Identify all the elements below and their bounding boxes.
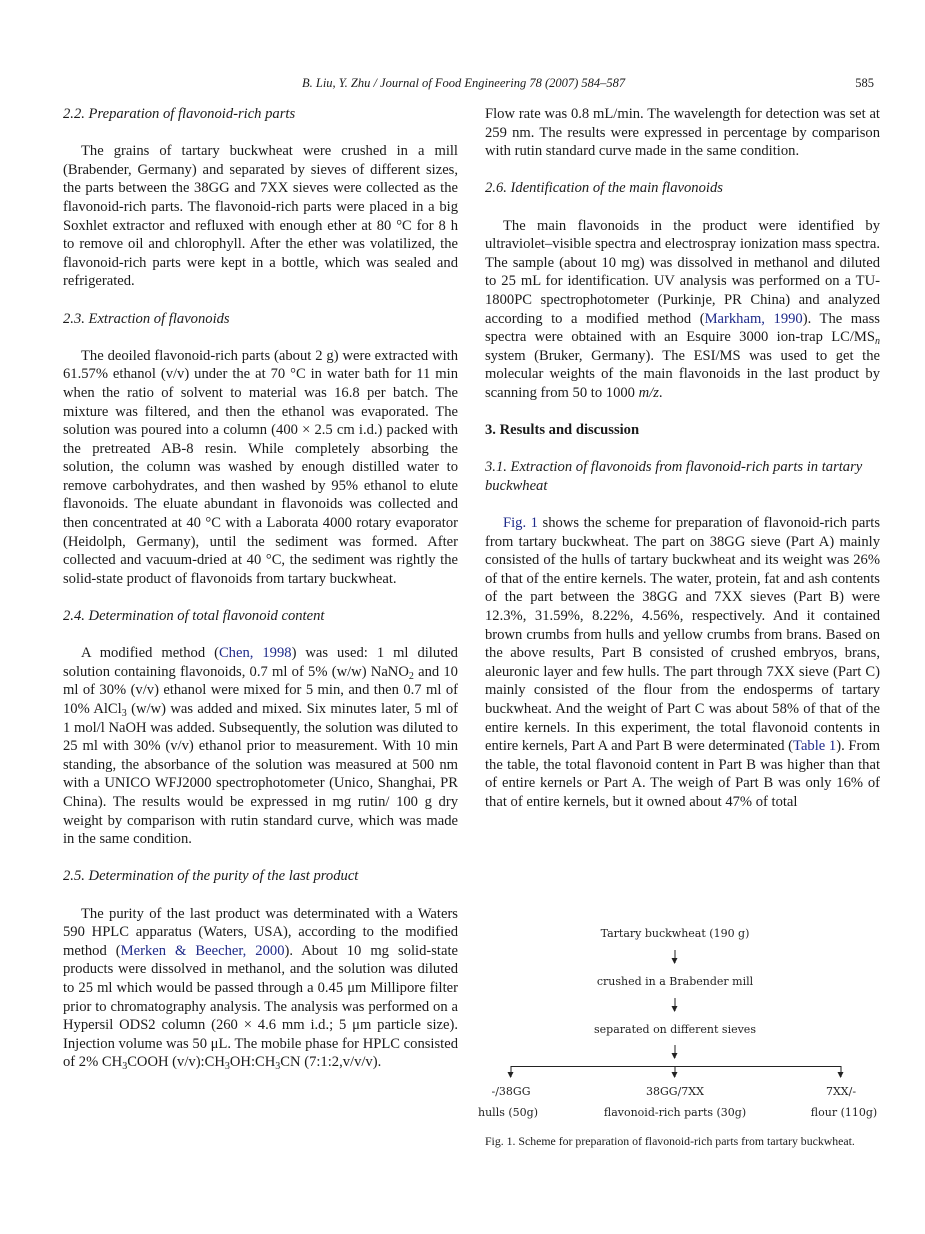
section-2-3-body: The deoiled flavonoid-rich parts (about 2 g) were extracted with 61.57% ethanol (v/v) under the at 70 °C in water bath for 11 min when the ratio of solvent to material was 16.8 per batch. The mixture was filtered, and then the ethanol was evaporated. The solution was poured into a column (400 × 2.5 cm i.d.) packed with the pretreated AB-8 resin. While completely absorbing the solution, the column was washed by enough distilled water to remove carbohydrates, and then washed by 95% ethanol to elute flavonoids. The eluate abundant in flavonoids was collected and then concentrated at 40 °C with a Laborata 4000 rotary evaporator (Heidolph, Germany), until the sediment was formed. After collected and vacuum-dried at 40 °C, the sediment was rightly the solid-state product of flavonoids from tartary buckwheat. [63, 347, 458, 587]
section-3-1-body [485, 514, 880, 812]
section-2-5-body [63, 905, 458, 1072]
page-number: 585 [855, 76, 874, 90]
section-2-6-body [485, 217, 880, 403]
reference-link-markham-1990[interactable]: Markham, 1990 [704, 310, 803, 327]
subscript: 3 [122, 1061, 128, 1073]
text-run: COOH (v/v):CH [127, 1054, 225, 1071]
text-run: A modified method ( [81, 645, 219, 662]
text-run: (w/w) was added and mixed. Six minutes later, 5 ml of 1 mol/l NaOH was added. Subsequently, the solution was diluted to 25 ml with 30% (v/v) ethanol prior to measurement. With 10 min standing, the absorbance of the solution was measured at 500 nm with a UNICO WFJ2000 spectrophotometer (Unico, Shanghai, PR China). The results would be expressed in mg rutin/ 100 g dry weight by comparison with rutin standard curve, which was made in the same condition. [63, 701, 459, 848]
running-title: B. Liu, Y. Zhu / Journal of Food Engineering 78 (2007) 584–587 [302, 76, 626, 90]
section-2-2-body: The grains of tartary buckwheat were crushed in a mill (Brabender, Germany) and separated by sieves of different sizes, the parts between the 38GG and 7XX sieves were collected as the flavonoid-rich parts. The flavonoid-rich parts were placed in a big Soxhlet extractor and refluxed with enough ether at 80 °C for 8 h to remove oil and chlorophyll. After the ether was volatilized, the flavonoid-rich parts were kept in a bottle, which was sealed and refrigerated. [63, 143, 458, 290]
section-2-3-title: 2.3. Extraction of flavonoids [63, 310, 230, 327]
text-run: CN (7:1:2,v/v/v). [280, 1054, 382, 1071]
table-link-table-1[interactable]: Table 1 [793, 738, 837, 755]
arrow-down-icon [675, 998, 676, 1011]
figure-1-caption: Fig. 1. Scheme for preparation of flavonoid-rich parts from tartary buckwheat. [485, 1134, 855, 1148]
section-2-2-title: 2.2. Preparation of flavonoid-rich parts [63, 106, 296, 122]
section-2-4-title: 2.4. Determination of total flavonoid content [63, 608, 325, 625]
section-3-1-title: 3.1. Extraction of flavonoids from flavonoid-rich parts in tartary buckwheat [485, 459, 863, 494]
section-2-6-title: 2.6. Identification of the main flavonoids [485, 180, 723, 197]
section-2-5-title: 2.5. Determination of the purity of the last product [63, 868, 359, 885]
text-run: . [658, 384, 663, 401]
arrow-down-icon [675, 1066, 676, 1077]
flow-output-hulls-sieve: -/38GG [491, 1085, 531, 1098]
subscript: n [875, 336, 880, 348]
right-column [485, 105, 880, 812]
text-run: The purity of the last product was determinated with a Waters 590 HPLC apparatus (Waters, USA), according to the modified method ( [63, 905, 458, 959]
arrow-down-icon [675, 950, 676, 963]
running-header [62, 76, 874, 94]
figure-1-scheme [480, 925, 885, 1125]
reference-link-merken-beecher-2000[interactable]: Merken & Beecher, 2000 [120, 942, 285, 959]
text-run: OH:CH [229, 1054, 276, 1071]
section-3-title: 3. Results and discussion [485, 422, 640, 439]
text-run: and 10 ml of 30% (v/v) ethanol were mixed for 5 min, and then 0.7 ml of 10% AlCl [63, 663, 458, 717]
flow-output-rich-parts: flavonoid-rich parts (30g) [603, 1106, 747, 1119]
section-2-5-continuation: Flow rate was 0.8 mL/min. The wavelength for detection was set at 259 nm. The results were expressed in percentage by comparison with rutin standard curve made in the same condition. [485, 106, 880, 160]
section-2-4-body [63, 644, 458, 849]
text-run: ). The mass spectra were obtained with an Esquire 3000 ion-trap LC/MS [485, 310, 880, 346]
subscript: 3 [224, 1061, 230, 1073]
flow-node-crush: crushed in a Brabender mill [596, 975, 754, 988]
figure-link-fig-1[interactable]: Fig. 1 [503, 515, 538, 532]
reference-link-chen-1998[interactable]: Chen, 1998 [218, 645, 292, 662]
flow-output-flour-sieve: 7XX/- [825, 1085, 857, 1098]
arrow-down-icon [511, 1066, 512, 1077]
text-run: ) was used: 1 ml diluted solution containing flavonoids, 0.7 ml of 5% (w/w) NaNO [63, 645, 458, 680]
text-run: shows the scheme for preparation of flavonoid-rich parts from tartary buckwheat. The part on 38GG sieve (Part A) mainly consisted of the hulls of tartary buckwheat and its weight was 26% of that of the entire kernels. The water, protein, fat and ash contents of the part between the 38GG and 7XX sieves (Part B) were 12.3%, 31.59%, 8.22%, 4.56%, respectively. And it contained brown crumbs from hulls and yellow crumbs from brans. Based on the above results, Part B consisted of crushed embryos, brans, aleuronic layer and few hulls. The part through 7XX sieve (Part C) mainly consisted of the flour from the endosperms of tartary buckwheat. And the weight of Part C was about 58% of that of the entire kernels. In this experiment, the total flavonoid contents in entire kernels, Part A and Part B were determinated ( [485, 515, 880, 755]
subscript: 3 [121, 708, 127, 719]
arrow-down-icon [675, 1045, 676, 1058]
flow-output-hulls: hulls (50g) [478, 1106, 538, 1119]
left-column [63, 105, 458, 1072]
flow-node-start: Tartary buckwheat (190 g) [600, 927, 750, 940]
arrow-down-icon [841, 1066, 842, 1077]
subscript: 3 [275, 1061, 281, 1073]
flow-node-sieve: separated on different sieves [594, 1023, 756, 1036]
flow-output-rich-sieve: 38GG/7XX [646, 1085, 704, 1098]
flow-output-flour: flour (110g) [810, 1106, 878, 1119]
text-run: ). About 10 mg solid-state products were dissolved in methanol, and the solution was diluted to 25 ml which would be passed through a 0.45 μm Millipore filter prior to chromatography analysis. The analysis was performed on a Hypersil ODS2 column (260 × 4.6 mm i.d.; 5 μm particle size). Injection volume was 50 μL. The mobile phase for HPLC consisted of 2% CH [63, 942, 458, 1071]
text-run: ). From the table, the total flavonoid content in Part B was higher than that of entire kernels or Part A. The weigh of Part B was only 16% of that of entire kernels, but it owned about 47% of total [485, 738, 880, 810]
text-run: system (Bruker, Germany). The ESI/MS was used to get the molecular weights of the main flavonoids in the last product by scanning from 50 to 1000 [485, 347, 880, 401]
subscript: 2 [408, 670, 414, 682]
text-run: The main flavonoids in the product were identified by ultraviolet–visible spectra and electrospray ionization mass spectra. The sample (about 10 mg) was dissolved in methanol and diluted to 25 mL for identification. UV analysis was performed on a TU-1800PC spectrophotometer (Purkinje, PR China) and analyzed according to a modified method ( [485, 217, 880, 327]
branch-line [511, 1066, 841, 1067]
italic-unit: m/z [638, 384, 659, 401]
